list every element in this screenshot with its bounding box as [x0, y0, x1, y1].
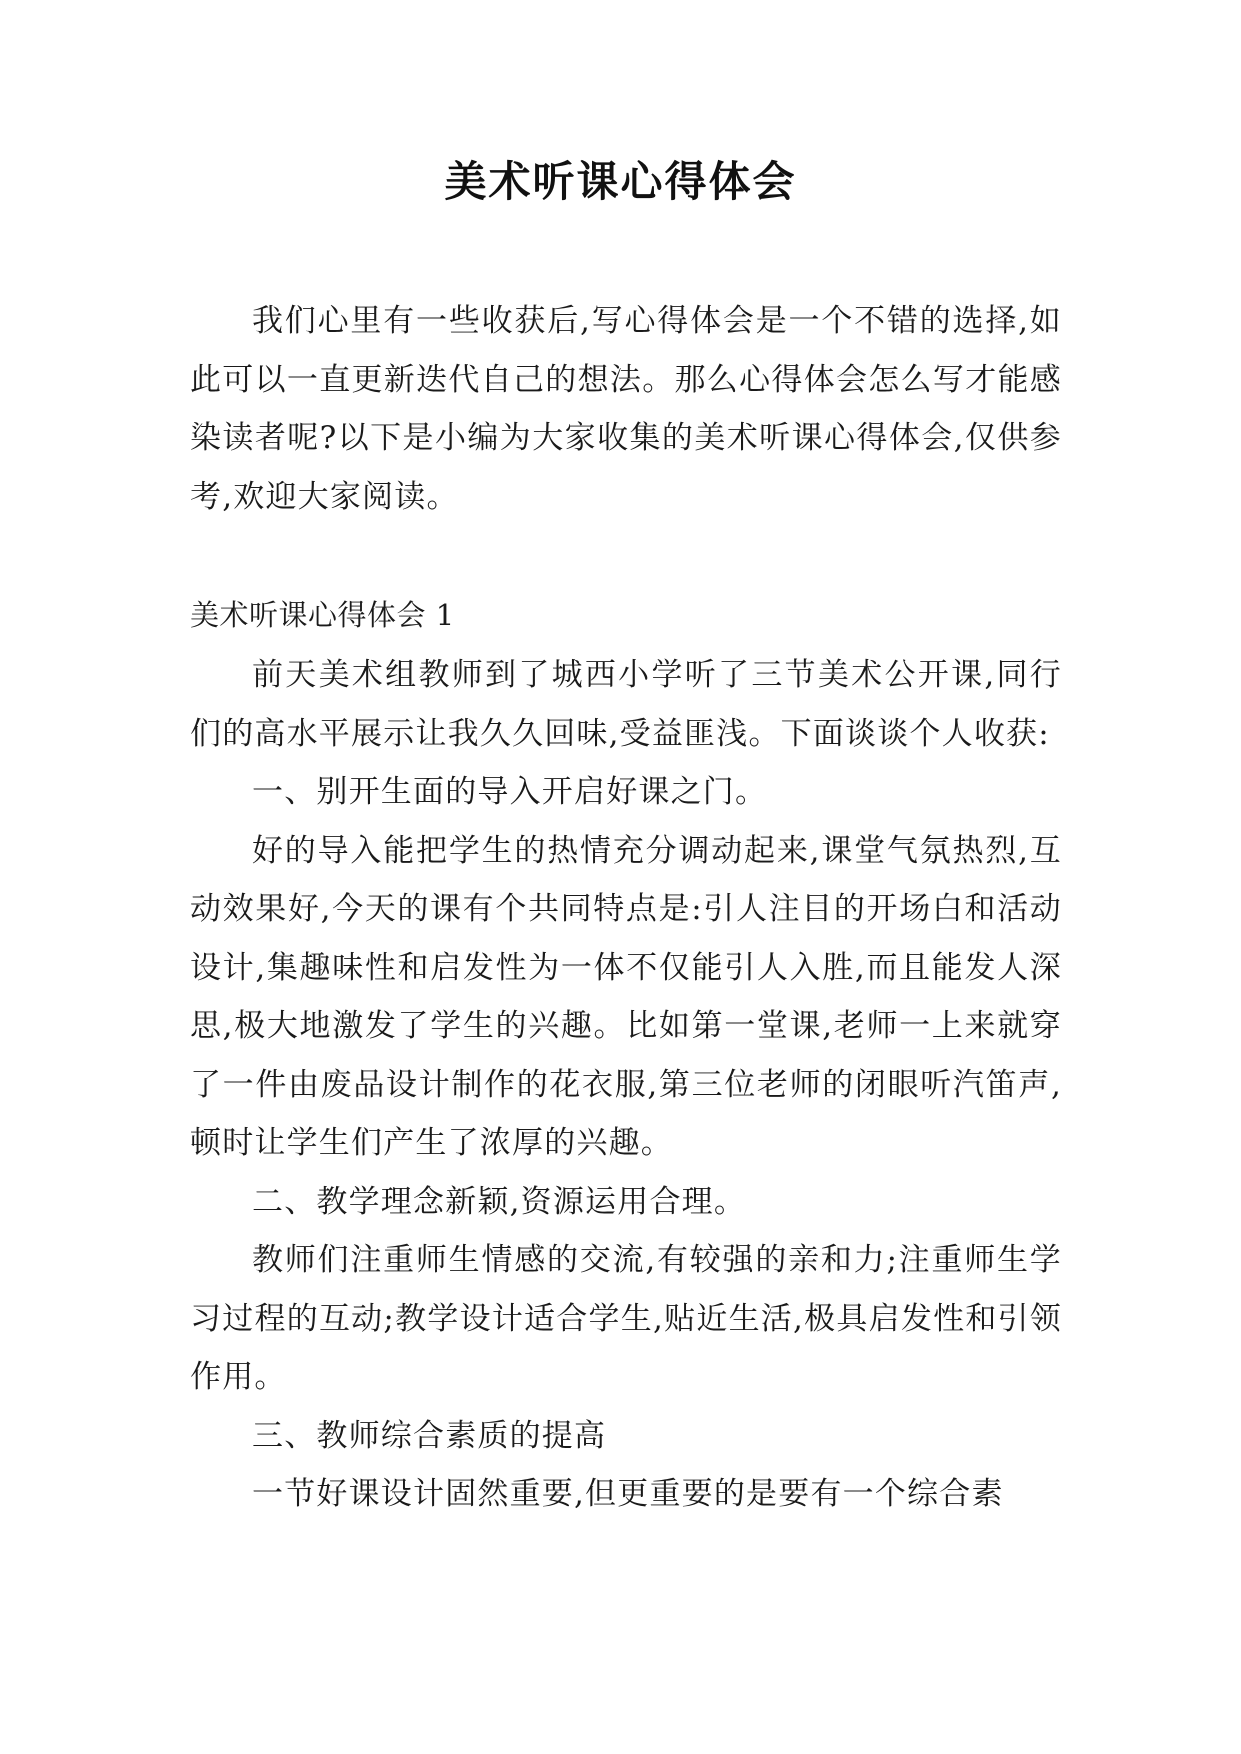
intro-paragraph: 我们心里有一些收获后,写心得体会是一个不错的选择,如此可以一直更新迭代自己的想法。那么心得体会怎么写才能感染读者呢?以下是小编为大家收集的美术听课心得体会,仅供参考,欢迎大家阅读。 [190, 303, 1062, 515]
body-paragraph: 一节好课设计固然重要,但更重要的是要有一个综合素 [252, 1476, 1004, 1512]
body-paragraph: 教师们注重师生情感的交流,有较强的亲和力;注重师生学习过程的互动;教学设计适合学生,贴近生活,极具启发性和引领作用。 [190, 1242, 1062, 1395]
section-heading: 美术听课心得体会 1 [190, 598, 455, 632]
subheading-1: 一、别开生面的导入开启好课之门。 [252, 774, 768, 810]
subheading-2: 二、教学理念新颖,资源运用合理。 [252, 1183, 747, 1220]
subheading-3: 三、教师综合素质的提高 [252, 1417, 607, 1454]
body-paragraph: 好的导入能把学生的热情充分调动起来,课堂气氛热烈,互动效果好,今天的课有个共同特点是:引人注目的开场白和活动设计,集趣味性和启发性为一体不仅能引人入胜,而且能发人深思,极大地激发了学生的兴趣。比如第一堂课,老师一上来就穿了一件由废品设计制作的花衣服,第三位老师的闭眼听汽笛声,顿时让学生们产生了浓厚的兴趣。 [190, 832, 1062, 1161]
document-title: 美术听课心得体会 [444, 157, 797, 206]
body-paragraph: 前天美术组教师到了城西小学听了三节美术公开课,同行们的高水平展示让我久久回味,受益匪浅。下面谈谈个人收获: [190, 657, 1062, 752]
document-body [190, 292, 1062, 1524]
